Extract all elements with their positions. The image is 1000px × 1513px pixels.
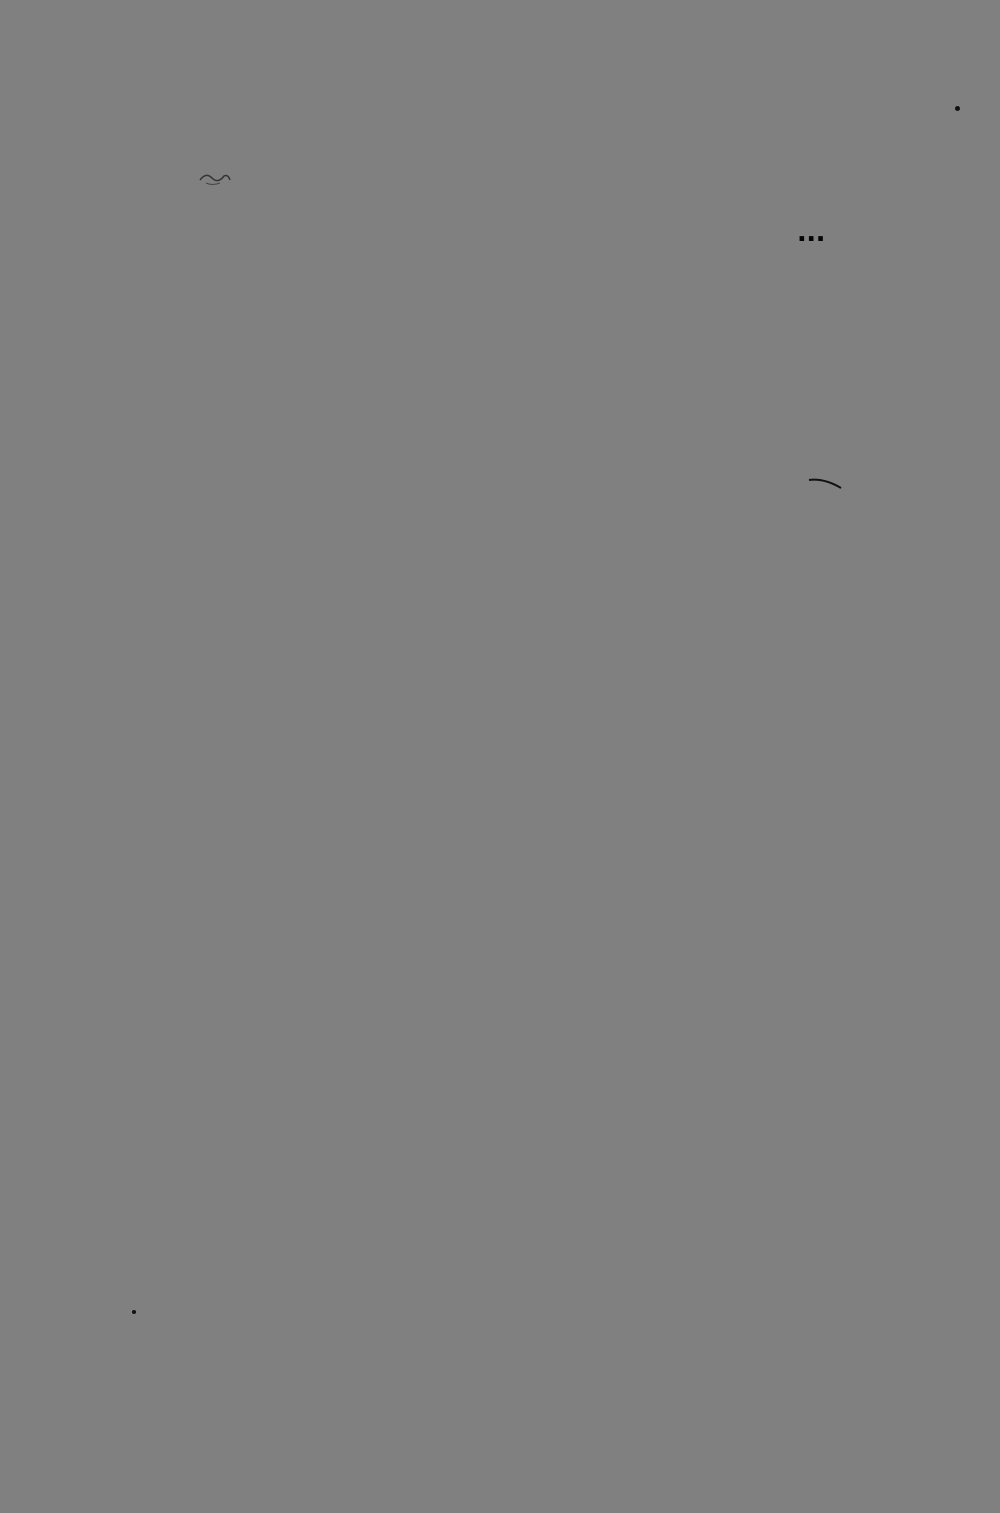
ink-speck (955, 106, 960, 111)
manuscript-line: ... (796, 218, 825, 248)
small-ornament-mark (198, 168, 232, 188)
manuscript-text-block (105, 205, 825, 261)
ink-speck (132, 1310, 136, 1314)
stray-ink-stroke (808, 476, 842, 490)
